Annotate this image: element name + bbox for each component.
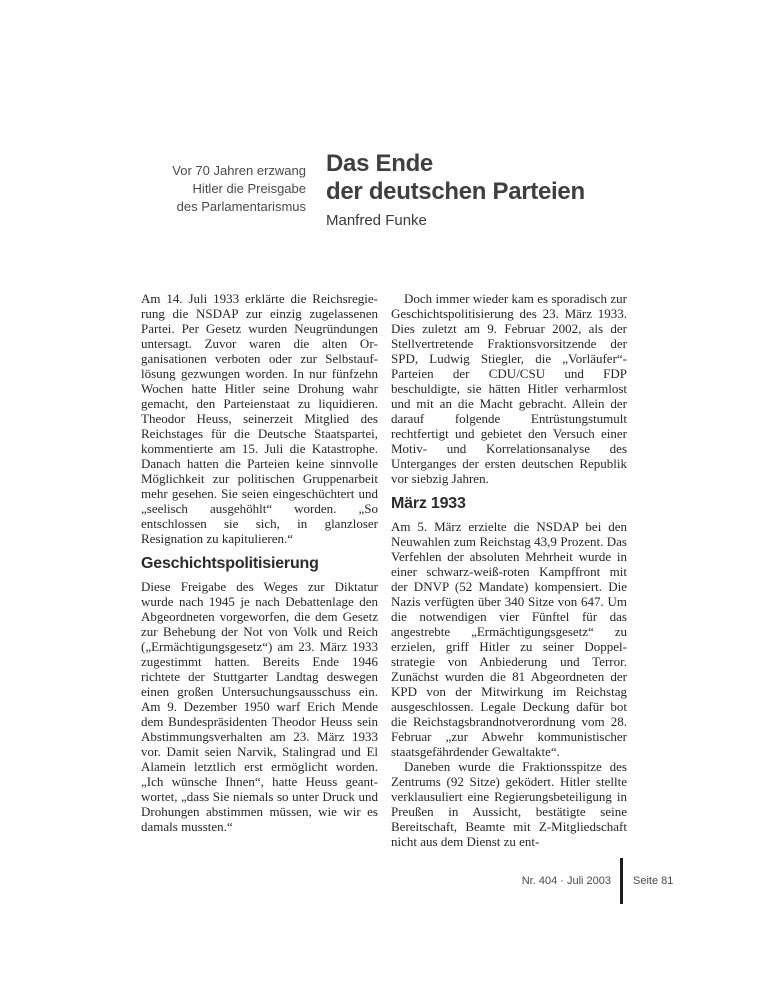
kicker [139,162,306,216]
section-heading: Geschichtspolitisierung [141,555,319,572]
article-title [326,150,585,206]
footer-issue-label: Nr. 404 · Juli 2003 [521,875,611,887]
kicker-line: Vor 70 Jahren erzwang [172,163,306,178]
paragraph: Am 14. Juli 1933 erklärte die Reichsregierung die NSDAP zur einzig zugelassenen Partei. Per Gesetz wurden Neugründungen untersagt. Zuvor waren die alten Organisationen verboten oder zur Selbstauflösung gezwungen worden. In nur fünfzehn Wochen hatte Hitler seine Drohung wahr gemacht, den Parteienstaat zu liquidieren. Theodor Heuss, seinerzeit Mitglied des Reichstages für die Deutsche Staatspartei, kommentierte am 15. Juli die Katastrophe. Danach hatten die Parteien keine sinnvolle Möglichkeit zur politischen Gruppenarbeit mehr gesehen. Sie seien eingeschüchtert und „seelisch ausgehöhlt“ worden. „So entschlossen sie sich, in glanzloser Resignation zu kapitulieren.“ [141,291,378,546]
section-heading: März 1933 [391,495,466,512]
paragraph: Doch immer wieder kam es sporadisch zur Geschichtspolitisierung des 23. März 1933. Dies zuletzt am 9. Februar 2002, als der Stellvertretende Fraktionsvorsitzende der SPD, Ludwig Stiegler, die „Vorläufer“-Parteien der CDU/CSU und FDP beschuldigte, sie hätten Hitler verharmlost und mit an die Macht gebracht. Allein der darauf folgende Entrüstungstumult rechtfertigt und gebietet den Versuch einer Motiv- und Korrelationsanalyse des Unterganges der ersten deutschen Republik vor siebzig Jahren. [391,291,627,486]
paragraph: Diese Freigabe des Weges zur Diktatur wurde nach 1945 je nach Debattenlage den Abgeordneten vorgeworfen, die dem Gesetz zur Behebung der Not von Volk und Reich („Ermächtigungsgesetz“) am 23. März 1933 zugestimmt hatten. Bereits Ende 1946 richtete der Stuttgarter Landtag deswegen einen großen Untersuchungsausschuss ein. Am 9. Dezember 1950 warf Erich Mende dem Bundespräsidenten Theodor Heuss sein Abstimmungsverhalten am 23. März 1933 vor. Damit seien Narvik, Stalingrad und El Alamein letztlich erst ermöglicht worden. „Ich wünsche Ihnen“, hatte Heuss geantwortet, „dass Sie niemals so unter Druck und Drohungen abstimmen müssen, wie wir es damals mussten.“ [141,579,378,834]
footer-divider [620,858,623,904]
footer-page-number: Seite 81 [633,875,674,887]
kicker-line: Hitler die Preisgabe [192,181,306,196]
article-title-line: Das Ende [326,150,433,177]
article-column-right [391,291,627,849]
kicker-line: des Parlamentarismus [176,199,306,214]
article-column-left [141,291,378,834]
author-byline: Manfred Funke [326,212,427,229]
paragraph: Am 5. März erzielte die NSDAP bei den Neuwahlen zum Reichstag 43,9 Prozent. Das Verfehlen der absoluten Mehrheit wurde in einer schwarz-weiß-roten Kampffront mit der DNVP (52 Mandate) kompensiert. Die Nazis verfügten über 340 Sitze von 647. Um die notwendigen vier Fünftel für das angestrebte „Ermächtigungsgesetz“ zu erzielen, griff Hitler zu seiner Doppelstrategie von Anbiederung und Terror. Zunächst wurden die 81 Abgeordneten der KPD von der Mitwirkung im Reichstag ausgeschlossen. Legale Deckung dafür bot die Reichstagsbrandnotverordnung vom 28. Februar „zur Abwehr kommunistischer staatsgefährdender Gewaltakte“. [391,519,627,759]
paragraph: Daneben wurde die Fraktionsspitze des Zentrums (92 Sitze) geködert. Hitler stellte verklausuliert eine Regierungsbeteiligung in Preußen in Aussicht, bestätigte seine Bereitschaft, Beamte mit Z-Mitgliedschaft nicht aus dem Dienst zu ent- [391,759,627,849]
article-title-line: der deutschen Parteien [326,178,585,205]
